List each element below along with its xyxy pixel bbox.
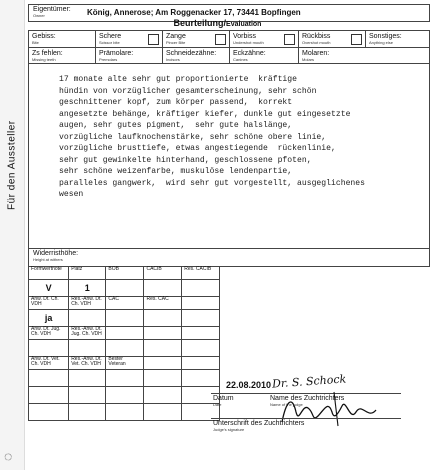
pincer-bite-cell [163, 31, 230, 47]
cacib-header: CACIB [144, 267, 182, 280]
other-label: Sonstiges: [369, 33, 402, 40]
veteran-value-5 [182, 370, 220, 387]
junior-value-2 [69, 340, 106, 357]
hole-punch-mark: ◌ [4, 448, 13, 464]
pincer-bite-label: Zange [166, 33, 186, 40]
evaluation-text-area [28, 62, 430, 249]
judge-name-handwritten: Dr. S. Schock [271, 372, 347, 391]
side-label: Für den Aussteller [6, 120, 18, 210]
canines-label: Eckzähne: [233, 50, 266, 57]
pincer-bite-sublabel: Pincer Bite [166, 40, 186, 45]
blank-1-1 [29, 387, 69, 404]
veteran-value-2 [69, 370, 106, 387]
pincer-bite-checkbox[interactable] [215, 34, 226, 45]
judge-name-label-en: Name of the judge [270, 402, 303, 407]
evaluation-date: 22.08.2010 [226, 380, 272, 390]
overshot-cell [299, 31, 366, 47]
date-label-en: Date [213, 402, 222, 407]
overshot-checkbox[interactable] [351, 34, 362, 45]
premolars-sublabel: Premolars [99, 57, 118, 62]
junior-row [29, 327, 220, 340]
blank-1-4 [144, 387, 182, 404]
undershot-cell [230, 31, 299, 47]
judge-name-label: Name des Zuchtrichters [270, 395, 345, 402]
blank-1-3 [106, 387, 144, 404]
bite-cell [29, 31, 96, 47]
veteran-value-4 [144, 370, 182, 387]
undershot-label: Vorbiss [233, 33, 256, 40]
evaluation-title [0, 18, 435, 28]
bite-label: Gebiss: [32, 33, 56, 40]
date-label: Datum [213, 395, 234, 402]
overshot-sublabel: Overshot mouth [302, 40, 331, 45]
incisors-label: Schneidezähne: [166, 50, 217, 57]
signature-line [211, 418, 401, 419]
height-sublabel: Height at withers [33, 257, 63, 262]
champion-value-empty-2 [106, 310, 144, 327]
champion-empty-cell [182, 297, 220, 310]
veteran-empty-2 [182, 357, 220, 370]
results-value-row [29, 280, 220, 297]
veteran-value-3 [106, 370, 144, 387]
junior-empty-1 [106, 327, 144, 340]
junior-empty-3 [182, 327, 220, 340]
anw-dt-vet-ch-cell: Anw. Dt. Vet. Ch. VDH [29, 357, 69, 370]
champion-value-empty-1 [69, 310, 106, 327]
junior-value-5 [182, 340, 220, 357]
veteran-value-1 [29, 370, 69, 387]
dentition-grid [28, 30, 430, 64]
blank-2-2 [69, 404, 106, 421]
champion-row [29, 297, 220, 310]
cac-cell: CAC [106, 297, 144, 310]
results-header-row [29, 267, 220, 280]
signature-label: Unterschrift des Zuchtrichters [213, 420, 305, 427]
blank-1-2 [69, 387, 106, 404]
overshot-label: Rückbiss [302, 33, 331, 40]
bite-row [29, 31, 429, 48]
height-label: Widerristhöhe: [33, 250, 79, 257]
other-sublabel: Anything else [369, 40, 394, 45]
scissor-bite-cell [96, 31, 163, 47]
undershot-checkbox[interactable] [284, 34, 295, 45]
bob-header: BOB [106, 267, 144, 280]
signature-label-en: Judge's signature [213, 427, 245, 432]
junior-value-row [29, 340, 220, 357]
canines-sublabel: Canines [233, 57, 248, 62]
res-anw-dt-jug-ch-cell: Res.-Anw. Dt. Jug. Ch. VDH [69, 327, 106, 340]
missing-teeth-sublabel: Missing teeth [32, 57, 56, 62]
blank-row-2 [29, 404, 220, 421]
evaluation-text: 17 monate alte sehr gut proportionierte kräftige hündin von vorzüglicher gesamterscheinung, sehr schön geschnittener kopf, zum körper passend, korrekt angesetzte behänge, kräftiger kiefer, dunkle gut eingesetzte augen, sehr gutes pigment, sehr gute halslänge, vorzügliche laufknochenstärke, sehr schöne obere linie, vorzügliche brusttiefe, etwas angestiegende rückenlinie, sehr gut gewinkelte hinterhand, geschlossene pfoten, sehr schöne weizenfarbe, muskulöse lendenpartie, paralleles gangwerk, wird sehr gut vorgestellt, ausgeglichenes wesen [59, 75, 365, 199]
results-table [28, 266, 220, 421]
blank-2-1 [29, 404, 69, 421]
incisors-sublabel: Incisors [166, 57, 180, 62]
place-header: Platz [69, 267, 106, 280]
owner-label: Eigentümer: [33, 6, 71, 13]
best-veteran-cell: Bester Veteran [106, 357, 144, 370]
scissor-bite-label: Schere [99, 33, 122, 40]
molars-sublabel: Molars [302, 57, 315, 62]
left-margin-strip [0, 0, 25, 470]
owner-value: König, Annerose; Am Roggenacker 17, 73441 Bopfingen [87, 8, 301, 17]
evaluation-title-en: Evaluation [226, 21, 262, 28]
blank-2-3 [106, 404, 144, 421]
res-cacib-header: Res. CACIB [182, 267, 220, 280]
owner-sublabel: Owner [33, 13, 45, 18]
other-cell [366, 31, 429, 47]
grade-value: V [29, 280, 69, 297]
bob-value [106, 280, 144, 297]
junior-value-3 [106, 340, 144, 357]
blank-2-4 [144, 404, 182, 421]
anw-dt-ch-cell: Anw. Dt. Ch. VDH [29, 297, 69, 310]
blank-row-1 [29, 387, 220, 404]
grade-header: Formwertnote [29, 267, 69, 280]
res-anw-dt-ch-cell: Res.-Anw. Dt. Ch. VDH [69, 297, 106, 310]
molars-label: Molaren: [302, 50, 330, 57]
veteran-row [29, 357, 220, 370]
missing-teeth-label: Zs fehlen: [32, 50, 63, 57]
height-row [28, 248, 430, 267]
champion-value-row [29, 310, 220, 327]
place-value: 1 [69, 280, 106, 297]
veteran-empty-1 [144, 357, 182, 370]
premolars-label: Prämolare: [99, 50, 134, 57]
champion-value-empty-3 [144, 310, 182, 327]
undershot-sublabel: Undershot mouth [233, 40, 264, 45]
evaluation-title-de: Beurteilung/ [173, 18, 227, 28]
junior-value-1 [29, 340, 69, 357]
anw-dt-jug-ch-cell: Anw. Dt. Jug. Ch. VDH [29, 327, 69, 340]
champion-value-empty-4 [182, 310, 220, 327]
res-cacib-value [182, 280, 220, 297]
res-cac-cell: Res. CAC [144, 297, 182, 310]
junior-empty-2 [144, 327, 182, 340]
veteran-value-row [29, 370, 220, 387]
scissor-bite-sublabel: Scissor bite [99, 40, 120, 45]
junior-value-4 [144, 340, 182, 357]
cacib-value [144, 280, 182, 297]
bite-sublabel: Bite [32, 40, 39, 45]
res-anw-dt-vet-ch-cell: Res.-Anw. Dt. Vet. Ch. VDH [69, 357, 106, 370]
scissor-bite-checkbox[interactable] [148, 34, 159, 45]
champion-value: ja [29, 310, 69, 327]
